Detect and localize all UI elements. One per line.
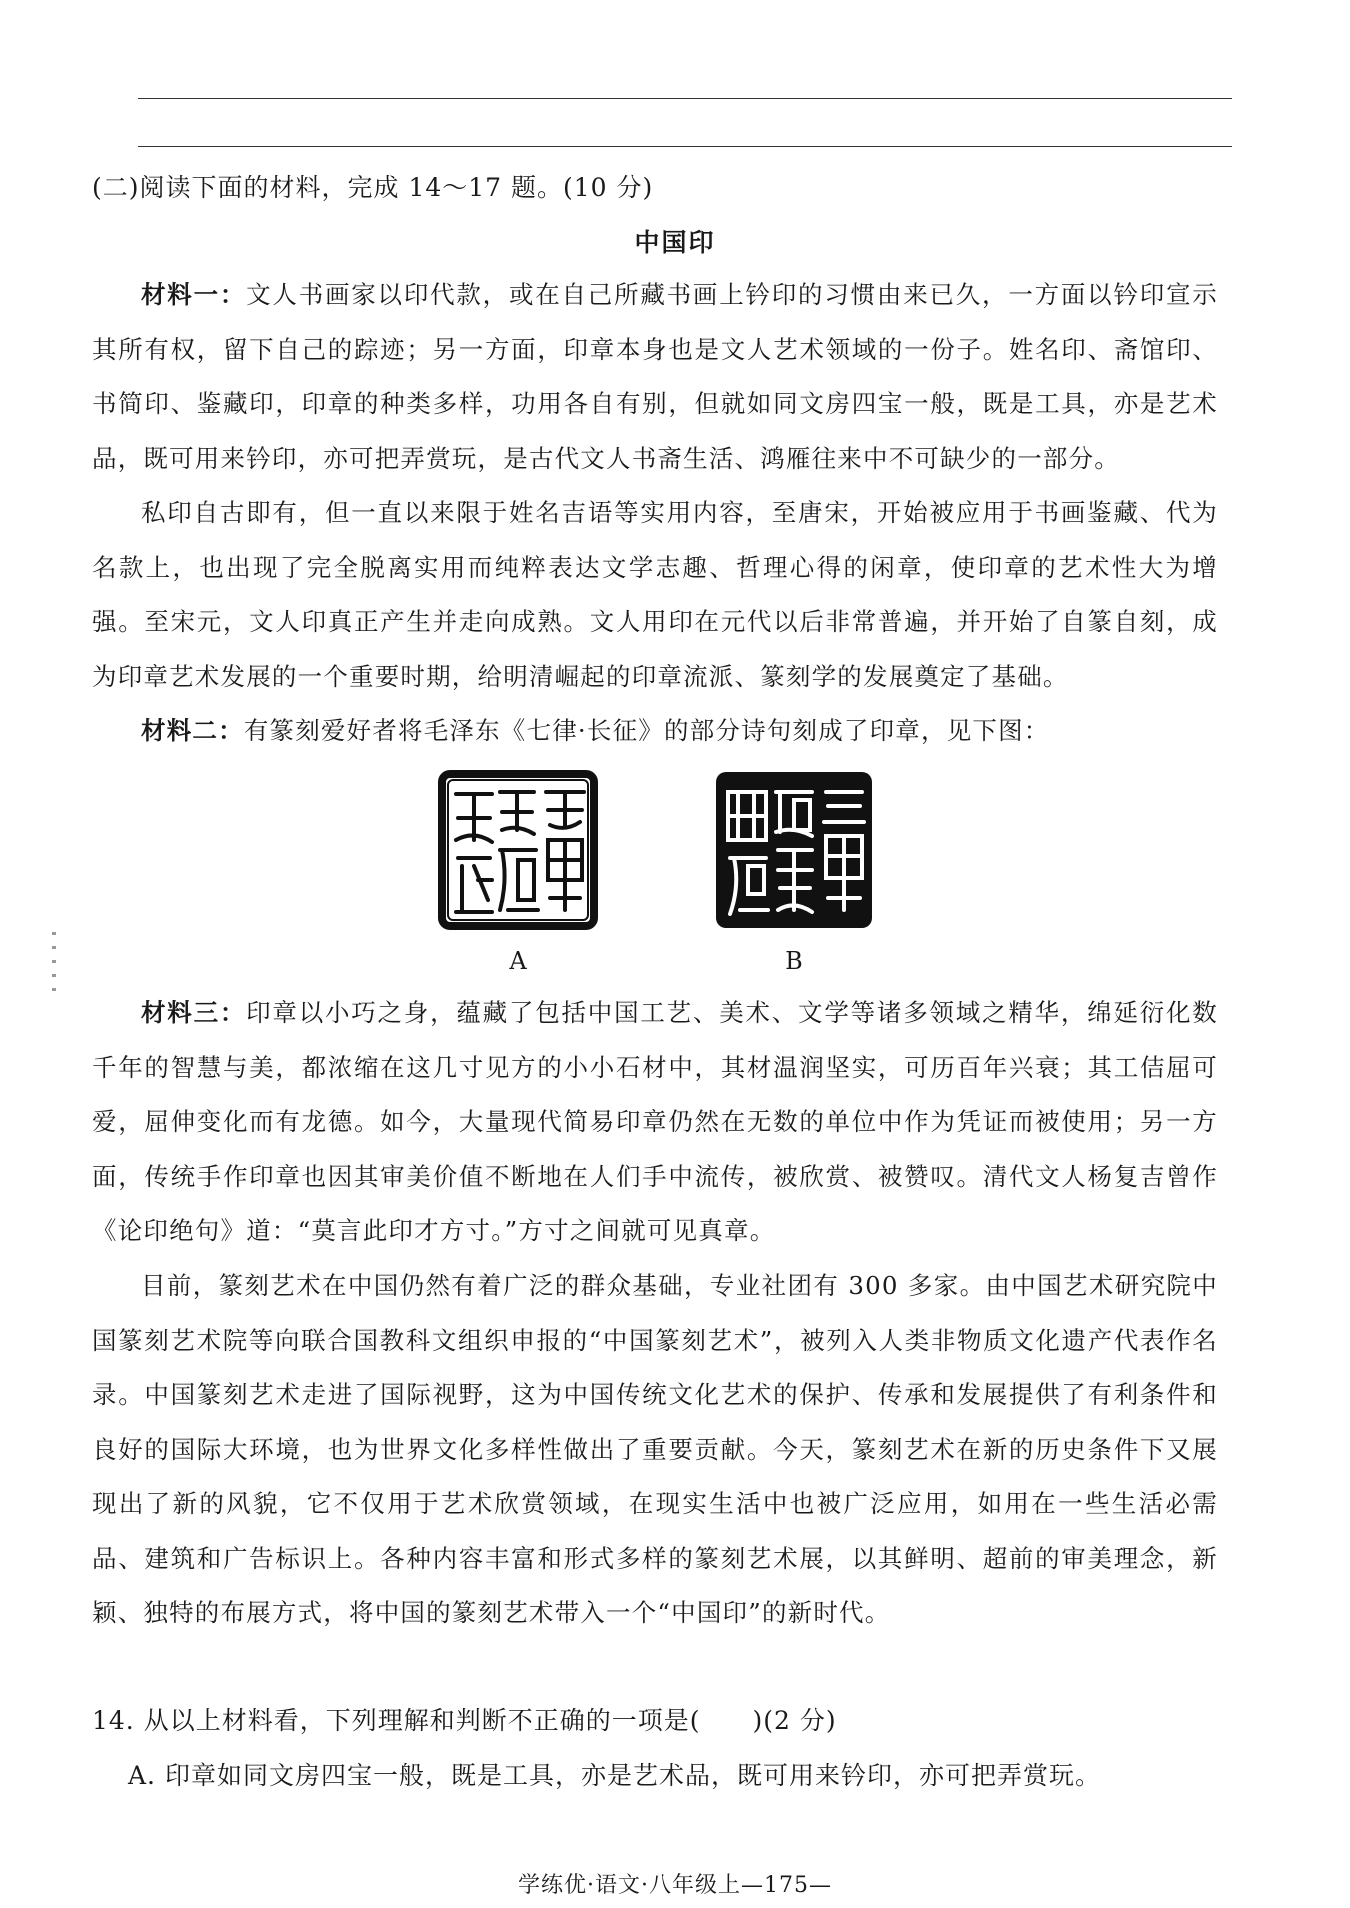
question-14: 14. 从以上材料看，下列理解和判断不正确的一项是( )(2 分) [92, 1706, 837, 1735]
paragraph-text: 有篆刻爱好者将毛泽东《七律·长征》的部分诗句刻成了印章，见下图： [243, 716, 1050, 745]
paragraph-seal-art-today [92, 1259, 1218, 1641]
paragraph-private-seals [92, 486, 1218, 704]
answer-line-1 [138, 98, 1232, 99]
seal-a-caption: A [509, 947, 527, 975]
paragraph-text: 印章以小巧之身，蕴藏了包括中国工艺、美术、文学等诸多领域之精华，绵延衍化数千年的智慧与美，都浓缩在这几寸见方的小小石材中，其材温润坚实，可历百年兴衰；其工佶屈可爱，屈伸变化而有龙德。如今，大量现代简易印章仍然在无数的单位中作为凭证而被使用；另一方面，传统手作印章也因其审美价值不断地在人们手中流传，被欣赏、被赞叹。清代文人杨复吉曾作《论印绝句》道：“莫言此印才方寸。”方寸之间就可见真章。 [92, 998, 1218, 1245]
seal-b-image [714, 770, 874, 930]
option-a: A. 印章如同文房四宝一般，既是工具，亦是艺术品，既可用来钤印，亦可把弄赏玩。 [128, 1761, 1101, 1790]
paragraph-text: 目前，篆刻艺术在中国仍然有着广泛的群众基础，专业社团有 300 多家。由中国艺术研究院中国篆刻艺术院等向联合国教科文组织申报的“中国篆刻艺术”，被列入人类非物质文化遗产代表作名录。中国篆刻艺术走进了国际视野，这为中国传统文化艺术的保护、传承和发展提供了有利条件和良好的国际大环境，也为世界文化多样性做出了重要贡献。今天，篆刻艺术在新的历史条件下又展现出了新的风貌，它不仅用于艺术欣赏领域，在现实生活中也被广泛应用，如用在一些生活必需品、建筑和广告标识上。各种内容丰富和形式多样的篆刻艺术展，以其鲜明、超前的审美理念，新颖、独特的布展方式，将中国的篆刻艺术带入一个“中国印”的新时代。 [92, 1271, 1218, 1627]
paragraph-text: 文人书画家以印代款，或在自己所藏书画上钤印的习惯由来已久，一方面以钤印宣示其所有权，留下自己的踪迹；另一方面，印章本身也是文人艺术领域的一份子。姓名印、斋馆印、书简印、鉴藏印，印章的种类多样，功用各自有别，但就如同文房四宝一般，既是工具，亦是艺术品，既可用来钤印，亦可把弄赏玩，是古代文人书斋生活、鸿雁往来中不可缺少的一部分。 [92, 280, 1218, 473]
article-title: 中国印 [634, 228, 716, 257]
page-footer: 学练优·语文·八年级上—175— [518, 1873, 832, 1898]
seal-a-image [438, 770, 598, 930]
seal-figure [0, 770, 1350, 980]
material-one-paragraph [92, 268, 1218, 486]
material-label: 材料三： [141, 998, 247, 1027]
seal-b-caption: B [785, 947, 803, 975]
material-label: 材料二： [141, 716, 244, 745]
material-three-paragraph [92, 986, 1218, 1259]
material-label: 材料一： [141, 280, 247, 309]
paragraph-text: 私印自古即有，但一直以来限于姓名吉语等实用内容，至唐宋，开始被应用于书画鉴藏、代为名款上，也出现了完全脱离实用而纯粹表达文学志趣、哲理心得的闲章，使印章的艺术性大为增强。至宋元，文人印真正产生并走向成熟。文人用印在元代以后非常普遍，并开始了自篆自刻，成为印章艺术发展的一个重要时期，给明清崛起的印章流派、篆刻学的发展奠定了基础。 [92, 498, 1218, 691]
answer-line-2 [138, 146, 1232, 147]
material-two-paragraph [92, 704, 1218, 759]
section-heading: (二)阅读下面的材料，完成 14～17 题。(10 分) [92, 173, 654, 202]
binding-margin-dots [52, 932, 56, 1002]
